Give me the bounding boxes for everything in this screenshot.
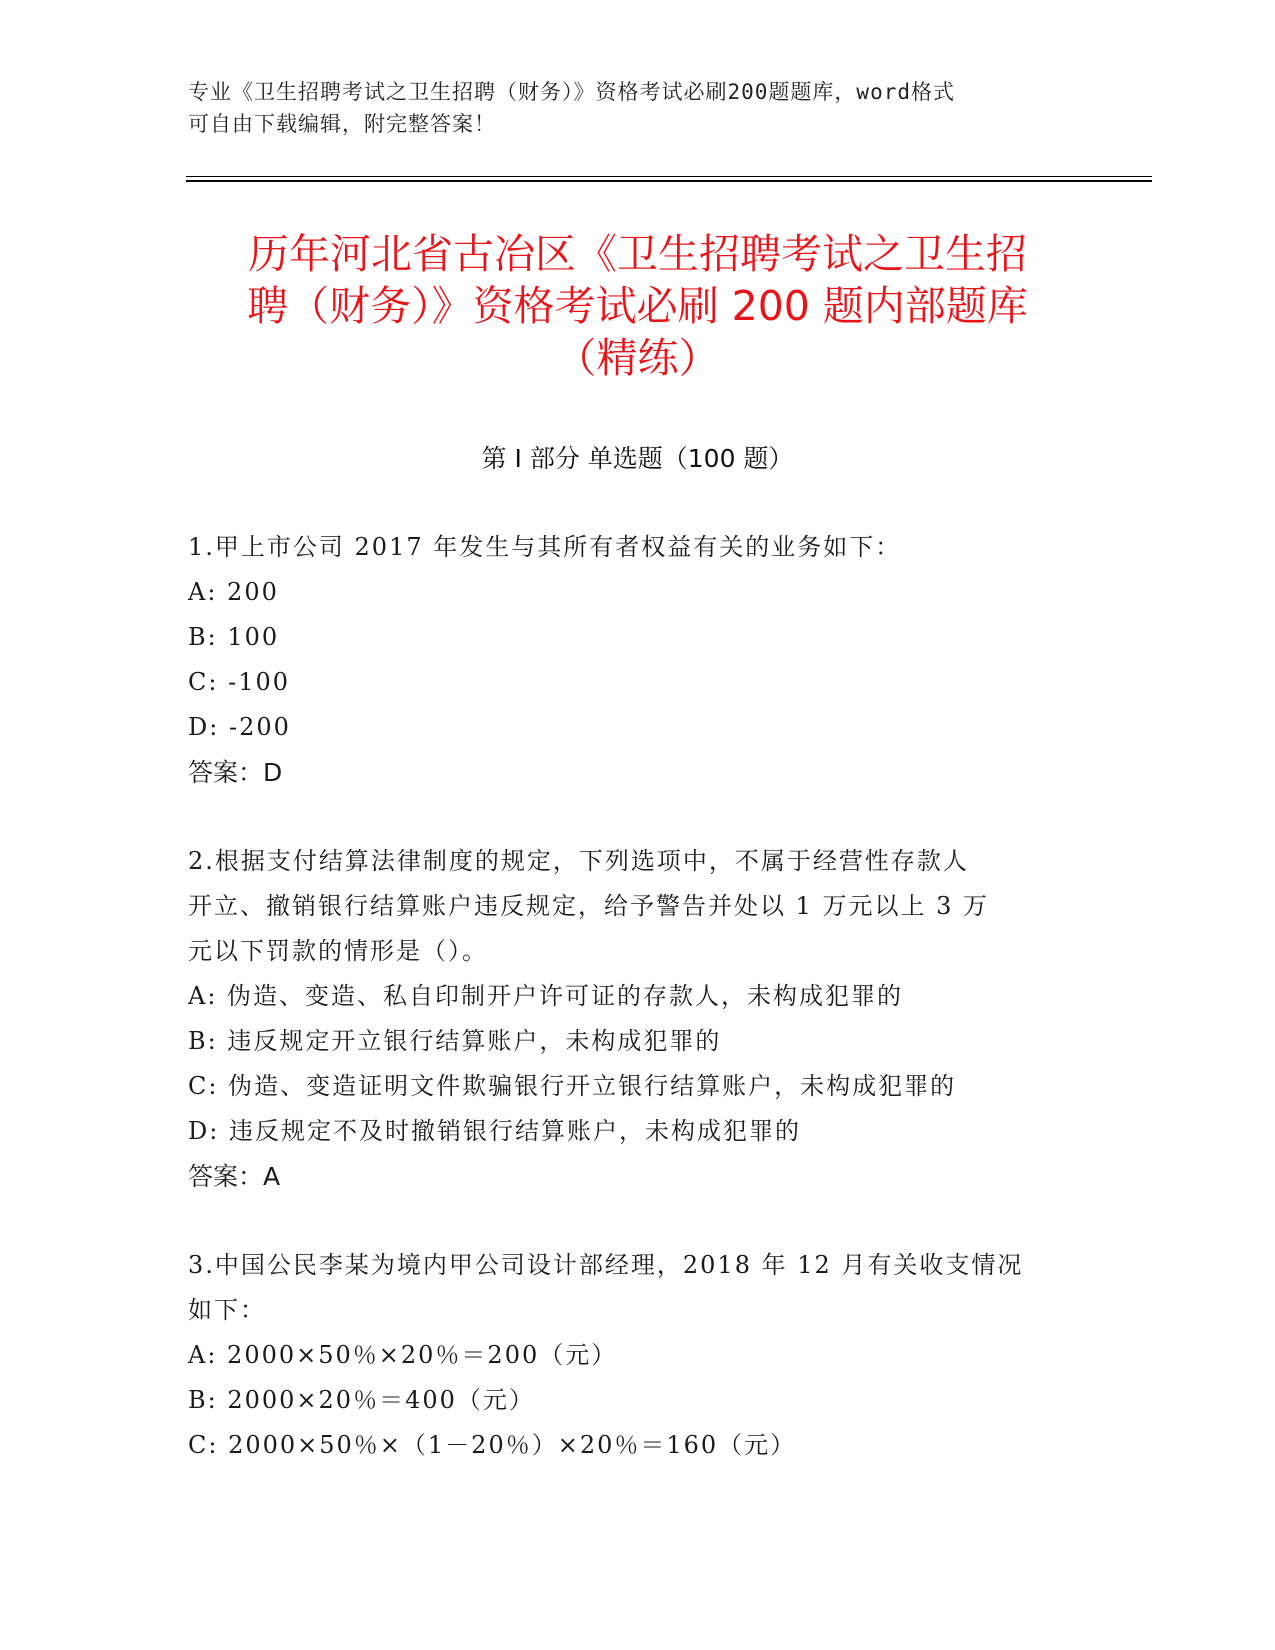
- question-2-option-b: B: 违反规定开立银行结算账户，未构成犯罪的: [188, 1027, 722, 1055]
- document-title-line-1: 历年河北省古冶区《卫生招聘考试之卫生招: [248, 230, 1027, 278]
- question-2-stem-line-2: 开立、撤销银行结算账户违反规定，给予警告并处以 1 万元以上 3 万: [188, 892, 990, 920]
- question-1-stem: 1.甲上市公司 2017 年发生与其所有者权益有关的业务如下：: [188, 533, 902, 561]
- section-title: 第 I 部分 单选题（100 题）: [481, 444, 794, 473]
- document-title: [150, 228, 1125, 384]
- question-2-stem-line-1: 2.根据支付结算法律制度的规定，下列选项中，不属于经营性存款人: [188, 847, 969, 875]
- document-title-line-2: 聘（财务）》资格考试必刷 200 题内部题库: [247, 282, 1028, 330]
- question-2-option-d: D: 违反规定不及时撤销银行结算账户，未构成犯罪的: [188, 1117, 801, 1145]
- question-2-stem-line-3: 元以下罚款的情形是（）。: [188, 937, 488, 965]
- question-3-option-b: B: 2000×20％＝400（元）: [188, 1386, 535, 1414]
- question-3-option-a: A: 2000×50％×20％＝200（元）: [188, 1341, 618, 1369]
- question-1-option-c: C: -100: [188, 668, 290, 696]
- question-3-stem-line-1: 3.中国公民李某为境内甲公司设计部经理，2018 年 12 月有关收支情况: [188, 1251, 1024, 1279]
- question-1-option-b: B: 100: [188, 623, 280, 651]
- header-note: [188, 76, 1068, 140]
- question-2-option-a: A: 伪造、变造、私自印制开户许可证的存款人，未构成犯罪的: [188, 982, 904, 1010]
- question-3: [188, 1243, 1088, 1468]
- question-2-option-c: C: 伪造、变造证明文件欺骗银行开立银行结算账户，未构成犯罪的: [188, 1072, 957, 1100]
- question-2: [188, 839, 1088, 1199]
- header-note-line-1: 专业《卫生招聘考试之卫生招聘（财务）》资格考试必刷200题题库，word格式: [188, 80, 955, 104]
- question-1-option-a: A: 200: [188, 578, 279, 606]
- question-3-option-c: C: 2000×50％×（1－20％）×20％＝160（元）: [188, 1431, 797, 1459]
- question-3-stem-line-2: 如下：: [188, 1296, 266, 1324]
- question-list: [188, 525, 1088, 1468]
- question-spacer: [188, 1199, 1088, 1243]
- question-1-option-d: D: -200: [188, 713, 291, 741]
- question-spacer: [188, 795, 1088, 839]
- header-note-line-2: 可自由下载编辑，附完整答案！: [188, 112, 496, 136]
- document-title-line-3: （精练）: [555, 334, 720, 382]
- question-1-answer: 答案：D: [188, 758, 283, 787]
- question-1: [188, 525, 1088, 795]
- header-rule-thick: [186, 180, 1152, 182]
- question-2-answer: 答案：A: [188, 1162, 281, 1191]
- header-rule-thin: [186, 176, 1152, 177]
